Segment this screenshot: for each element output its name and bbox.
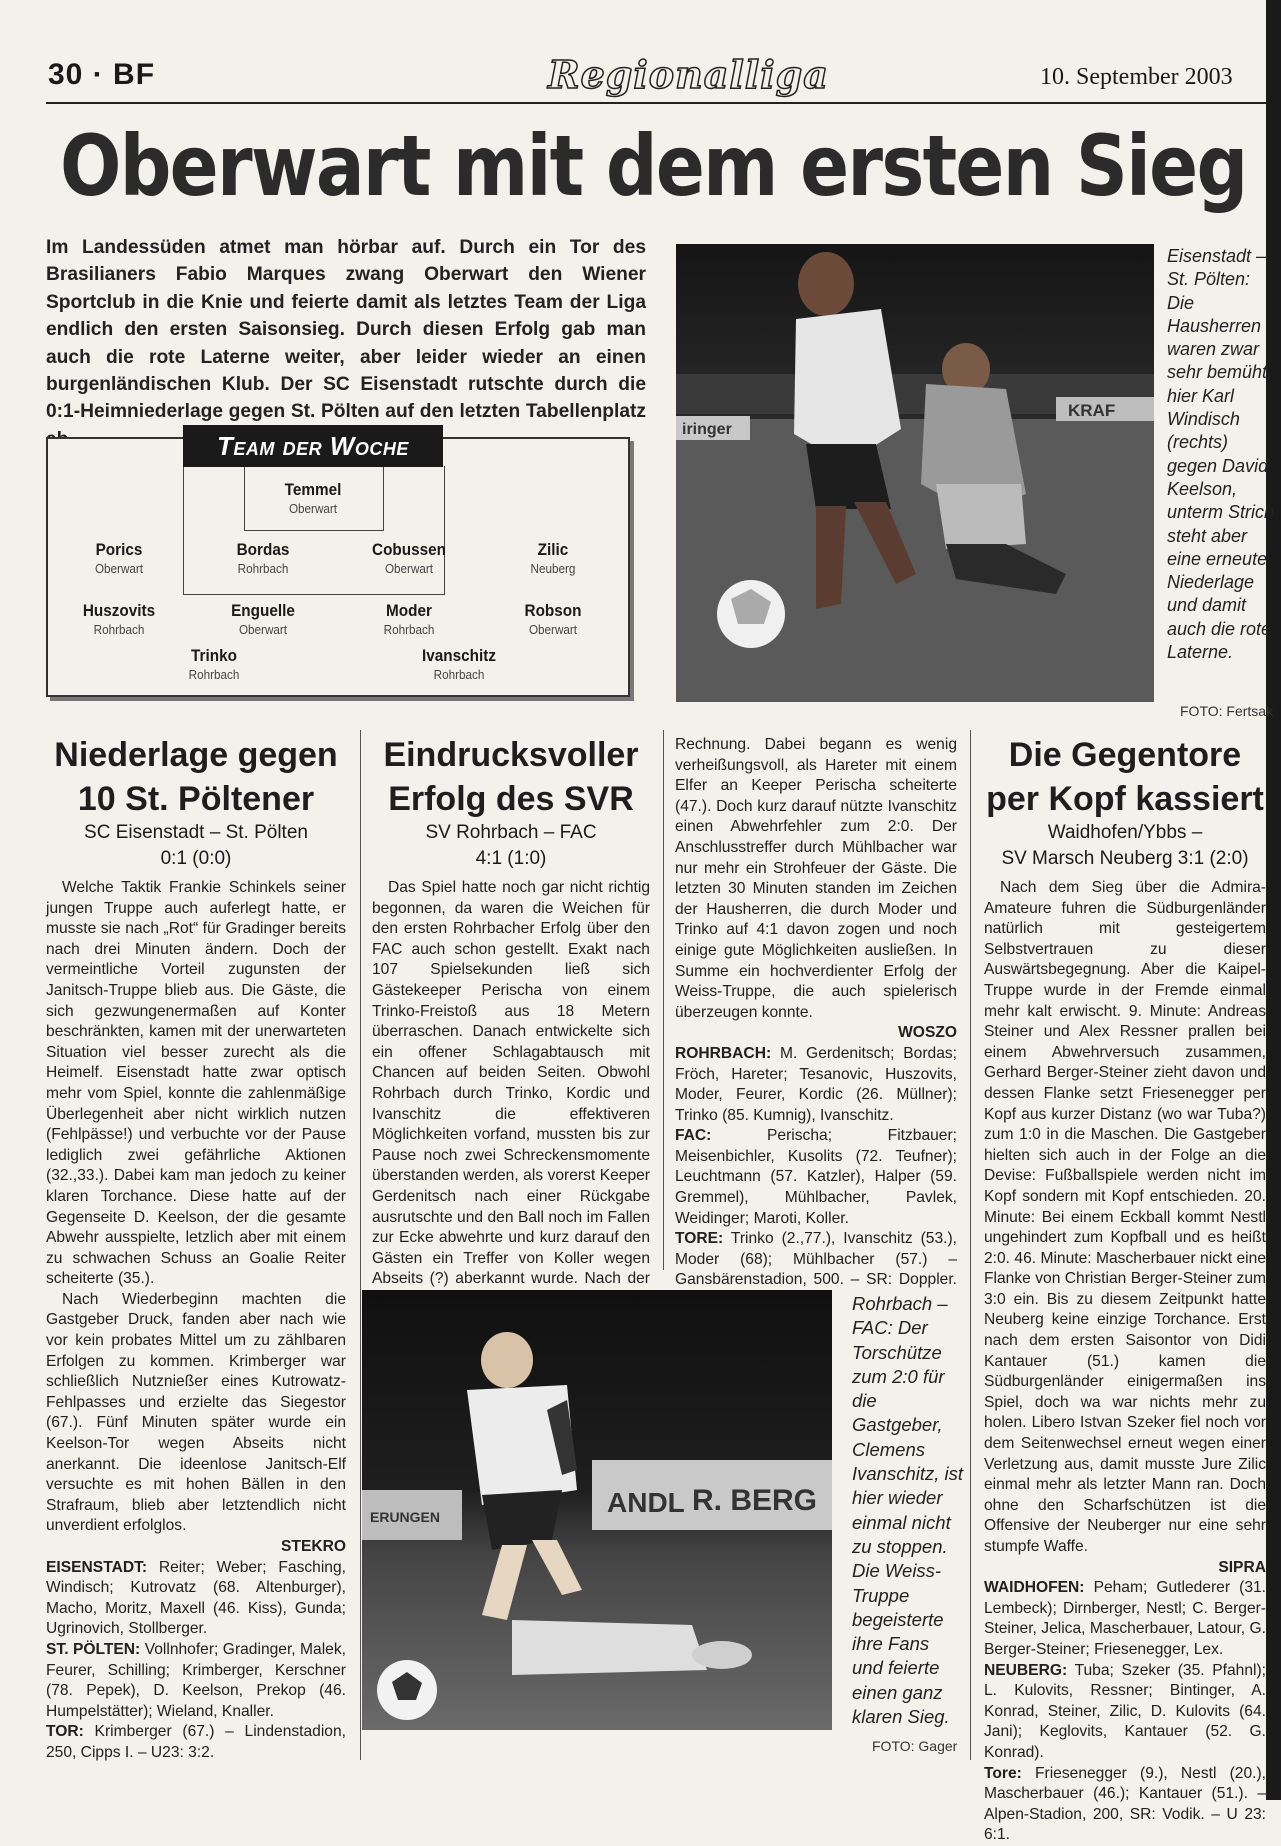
player-club: Rohrbach	[188, 667, 240, 682]
column-rule	[970, 730, 971, 1760]
article2-match: SV Rohrbach – FAC	[425, 822, 597, 843]
issue-date: 10. September 2003	[1040, 64, 1233, 90]
team-player	[193, 540, 333, 577]
player-club: Rohrbach	[433, 667, 485, 682]
player-name: Cobussen	[372, 540, 446, 559]
player-club: Oberwart	[238, 622, 288, 637]
team-player	[483, 601, 623, 638]
player-club: Rohrbach	[93, 622, 145, 637]
stats-label: Tore:	[984, 1764, 1022, 1782]
stats-label: TORE:	[675, 1230, 724, 1248]
player-name: Zilic	[537, 540, 569, 559]
lineup-label: FAC:	[675, 1127, 712, 1145]
article3-paragraph: Nach dem Sieg über die Admira-Amateure fuhren die Südburgenländer natürlich mit gesteigertem Selbstvertrauen zu dieser Auswärtsbegegnung. Aber die Kaipel-Truppe wurde in der Fremde einmal mehr kalt erwischt. 9. Minute: Andreas Steiner und Alex Ressner prallen bei einem Abwehrversuch zusammen, Gerhard Berger-Steiner zieht davon und dessen Flanke setzt Friesenegger per Kopf aus kurzer Distanz (wo war Tuba?) zum 1:0 in die Maschen. Die Gastgeber hielten sich auch in der Folge an die Devise: Fußballspiele werden nicht im Kopf sondern mit Kopf entschieden. 20. Minute: Bei einem Eckball kommt Nestl ungehindert zum Kopfball und es heißt 2:0. 46. Minute: Mascherbauer nickt eine Flanke von Christian Berger-Steiner zum 3:0 ein. Bis zu diesem Zeitpunkt hatte Neuberg keine einzige Torchance. Erst nach dem ersten Saisontor von Didi Kantauer (51.) kamen die Südburgenländer einigermaßen ins Spiel, doch wa war nichts mehr zu holen. Libero Istvan Szeker fiel noch vor dem Seitenwechsel erneut wegen einer Verletzung aus, damit musste Jure Zilic einmal mehr als letzter Mann ran. Doch ohne den Scharfschützen ist die Offensive der Neuberger nur eine sehr stumpfe Waffe.	[984, 879, 1266, 1555]
lineup-label: ROHRBACH:	[675, 1044, 772, 1062]
player-name: Trinko	[191, 646, 237, 665]
player-club: Oberwart	[288, 501, 338, 516]
stats-text: Friesenegger (9.), Nestl (20.), Mascherbauer (46.); Kantauer (51.). – Alpen-Stadion, 200, SR: Vodik. – U 23: 6:1.	[984, 1764, 1266, 1844]
stats-text: Krimberger (67.) – Lindenstadion, 250, Cipps I. – U23: 3:2.	[46, 1723, 346, 1761]
lineup-label: EISENSTADT:	[46, 1558, 148, 1576]
player-name: Ivanschitz	[422, 646, 496, 665]
photo-scene	[362, 1290, 832, 1730]
article2-title: Eindrucksvoller Erfolg des SVR	[383, 736, 639, 818]
article2-paragraph: Rechnung. Dabei begann es wenig verheißungsvoll, als Hareter mit einem Elfer an Keeper Perischa scheiterte (47.). Doch kurz darauf nützte Ivanschitz einen Abwehrfehler zum 2:0. Der Anschlusstreffer durch Mühlbacher war nur mehr ein Strohfeuer der Gäste. Die letzten 30 Minuten standen im Zeichen der Hausherren, die durch Moder und Trinko auf 4:1 davon zogen und noch einige gute Möglichkeiten ausließen. In Summe ein hochverdienter Erfolg der Weiss-Truppe, die auch spielerisch überzeugen konnte.	[675, 736, 957, 1021]
lineup-text: M. Gerdenitsch; Bordas; Fröch, Hareter; Tesanovic, Huszovits, Moder, Feurer, Kordic (26. Müllner); Trinko (85. Kumnig), Ivanschitz.	[675, 1044, 957, 1124]
article1-score: 0:1 (0:0)	[160, 848, 232, 869]
lineup-text: Perischa; Fitzbauer; Meisenbichler, Kusolits (72. Teufner); Leuchtmann (57. Katzler), Halper (59. Gremmel), Mühlbacher, Pavlek, Weidinger; Maroti, Koller.	[675, 1127, 957, 1227]
article2-score: 4:1 (1:0)	[475, 848, 547, 869]
match-photo-rohrbach	[362, 1290, 832, 1730]
lineup-label: NEUBERG:	[984, 1661, 1068, 1679]
photo2-caption: Rohrbach – FAC: Der Torschütze zum 2:0 für die Gastgeber, Clemens Ivanschitz, ist hier wieder einmal nicht zu stoppen. Die Weiss-Truppe begeisterte ihre Fans und feierte einen ganz klaren Sieg.	[852, 1293, 964, 1728]
ad-board-erungen: ERUNGEN	[370, 1509, 441, 1525]
photo2-credit: FOTO: Gager	[872, 1738, 958, 1754]
lineup-label: WAIDHOFEN:	[984, 1579, 1085, 1597]
team-of-the-week-title: Team der Woche	[183, 425, 443, 467]
photo1-credit: FOTO: Fertsak	[1180, 703, 1274, 719]
team-player	[339, 601, 479, 638]
player-club: Rohrbach	[383, 622, 435, 637]
article3-author: SIPRA	[1218, 1558, 1266, 1576]
column-rule	[360, 730, 361, 1760]
lineup-text: Peham; Gutlederer (31. Lembeck); Dirnberger, Nestl; C. Berger-Steiner, Jelica, Mascherbauer, Latour, G. Berger-Steiner; Friesenegger, Lex.	[984, 1579, 1266, 1658]
team-player	[243, 480, 383, 517]
player-club: Rohrbach	[237, 561, 289, 576]
lineup-label: ST. PÖLTEN:	[46, 1640, 141, 1658]
player-name: Robson	[524, 601, 582, 620]
player-club: Oberwart	[94, 561, 144, 576]
team-player	[49, 601, 189, 638]
article3-body	[984, 878, 1266, 1846]
player-club: Oberwart	[528, 622, 578, 637]
article1-match: SC Eisenstadt – St. Pölten	[84, 822, 308, 843]
team-player	[483, 540, 623, 577]
ad-board-kraf: KRAF	[1068, 401, 1116, 420]
stats-label: TOR:	[46, 1723, 84, 1741]
article2-paragraph: Das Spiel hatte noch gar nicht richtig begonnen, da waren die Weichen für den ersten Rohrbacher Erfolg über den FAC auch schon gestellt. Exakt nach 107 Spielsekunden ließ sich Gästekeeper Perischa von einem Trinko-Freistoß aus 18 Metern überraschen. Danach entwickelte sich ein offener Schlagabtausch mit Chancen auf beiden Seiten. Obwohl Rohrbach durch Trinko, Kordic und Ivanschitz die effektiveren Möglichkeiten vorfand, mussten bis zur Pause noch zwei Schreckensmomente überstanden werden, als vorerst Keeper Gerdenitsch nach einer Rückgabe ausrutschte und den Ball noch im Fallen zur Ecke abwehrte und kurz darauf den Gästen ein Treffer von Koller wegen Abseits (?) aberkannt wurde. Nach der	[372, 879, 650, 1288]
column-rule	[663, 730, 664, 1270]
team-player	[389, 646, 529, 683]
header-rule	[46, 102, 1278, 104]
photo1-caption: Eisenstadt – St. Pölten: Die Hausherren waren zwar sehr bemüht, hier Karl Windisch (rechts) gegen David Keelson, unterm Strich steht aber eine erneute Niederlage und damit auch die rote Laterne.	[1167, 246, 1275, 663]
page-number: 30 · BF	[48, 58, 156, 91]
photo-scene	[676, 244, 1154, 702]
main-headline: Oberwart mit dem ersten Sieg	[60, 117, 1247, 215]
player-name: Temmel	[284, 480, 342, 499]
article1-paragraph: Welche Taktik Frankie Schinkels seiner jungen Truppe auch auferlegt hatte, er musste sie nach „Rot“ für Gradinger bereits nach drei Minuten ändern. Doch der vermeintliche Vorteil zugunsten der Janitsch-Truppe blieb aus. Die Gäste, die sich gezwungenermaßen auf Konter beschränkten, kamen mit der unerwarteten Situation viel besser zurecht als die Heimelf. Eisenstadt hatte zwar optisch mehr vom Spiel, konnte die zahlenmäßige Überlegenheit aber nicht wirklich nutzen (Fehlpässe!) und verbuchte vor der Pause lediglich zwei gefährliche Aktionen (32.,33.). Dabei kam man jedoch zu keiner klaren Torchance. Diese hatte auf der Gegenseite D. Keelson, der die gesamte Abwehr ausspielte, letzlich aber mit einem zu schwachen Schuss an Goalie Reiter scheiterte (35.).	[46, 879, 346, 1288]
article3-match-result: SV Marsch Neuberg 3:1 (2:0)	[1001, 848, 1249, 869]
article1-author: STEKRO	[281, 1538, 346, 1555]
team-player	[144, 646, 284, 683]
lead-paragraph: Im Landessüden atmet man hörbar auf. Durch ein Tor des Brasilianers Fabio Marques zwang Oberwart den Wiener Sportclub in die Knie und feierte damit als letztes Team der Liga endlich den ersten Saisonsieg. Durch diesen Erfolg gab man auch die rote Laterne weiter, aber leider wieder an einen burgenländischen Klub. Der SC Eisenstadt rutschte durch die 0:1-Heimniederlage gegen St. Pölten auf den letzten Tabellenplatz	[46, 237, 646, 423]
player-name: Porics	[95, 540, 143, 559]
article2-body-left	[372, 878, 650, 1331]
player-name: Moder	[386, 601, 432, 620]
player-name: Enguelle	[231, 601, 295, 620]
player-name: Huszovits	[82, 601, 156, 620]
ad-board-andl: ANDL	[607, 1487, 685, 1518]
ad-board-berg: R. BERG	[692, 1484, 818, 1517]
lineup-text: Reiter; Weber; Fasching, Windisch; Kutrovatz (68. Altenburger), Macho, Moritz, Maxell (46. Kiss), Gunda; Ugrinovich, Stollberger.	[46, 1558, 346, 1638]
player-name: Bordas	[236, 540, 290, 559]
section-title: Regionalliga	[548, 52, 829, 97]
player-club: Oberwart	[384, 561, 434, 576]
ad-board-iringer: iringer	[682, 421, 732, 438]
lineup-text: Tuba; Szeker (35. Pfahnl); L. Kulovits, Ressner; Bintinger, A. Konrad, Steiner, Zilic, D. Kulovits (64. Jani); Keglovits, Kantauer (52. G. Konrad).	[984, 1661, 1266, 1761]
match-photo-eisenstadt	[676, 244, 1154, 702]
article2-body-right	[675, 735, 957, 1312]
player-club: Neuberg	[530, 561, 576, 576]
article3-title: Die Gegentore per Kopf kassiert	[986, 736, 1264, 818]
stats-text: Trinko (2.,77.), Ivanschitz (53.), Moder (68); Mühlbacher (57.) – Gansbärenstadion, 500. – SR: Doppler.	[675, 1230, 957, 1289]
team-player	[339, 540, 479, 577]
team-player	[193, 601, 333, 638]
article3-match: Waidhofen/Ybbs –	[1047, 822, 1203, 843]
article1-body	[46, 878, 346, 1764]
team-player	[49, 540, 189, 577]
lineup-text: Vollnhofer; Gradinger, Malek, Feurer, Schilling; Krimberger, Kerschner (78. Pepek), D. Keelson, Prekop (46. Humpelstätter); Wieland, Knaller.	[46, 1640, 346, 1720]
article1-paragraph: Nach Wiederbeginn machten die Gastgeber Druck, fanden aber nach wie vor kein probates Mittel um zu zählbaren Erfolgen zu kommen. Krimberger war schließlich Nutznießer eines Kutrowatz-Fehlpasses und erzielte das Siegestor (67.). Fünf Minuten später wurde ein Keelson-Tor wegen Abseits nicht anerkannt. Die ideenlose Janitsch-Elf versuchte es mit hohen Bällen in den Strafraum, blieb aber letztendlich nicht unverdient erfolglos.	[46, 1290, 346, 1535]
article2-author: WOSZO	[898, 1024, 957, 1042]
article1-title: Niederlage gegen 10 St. Pöltener	[54, 736, 338, 818]
